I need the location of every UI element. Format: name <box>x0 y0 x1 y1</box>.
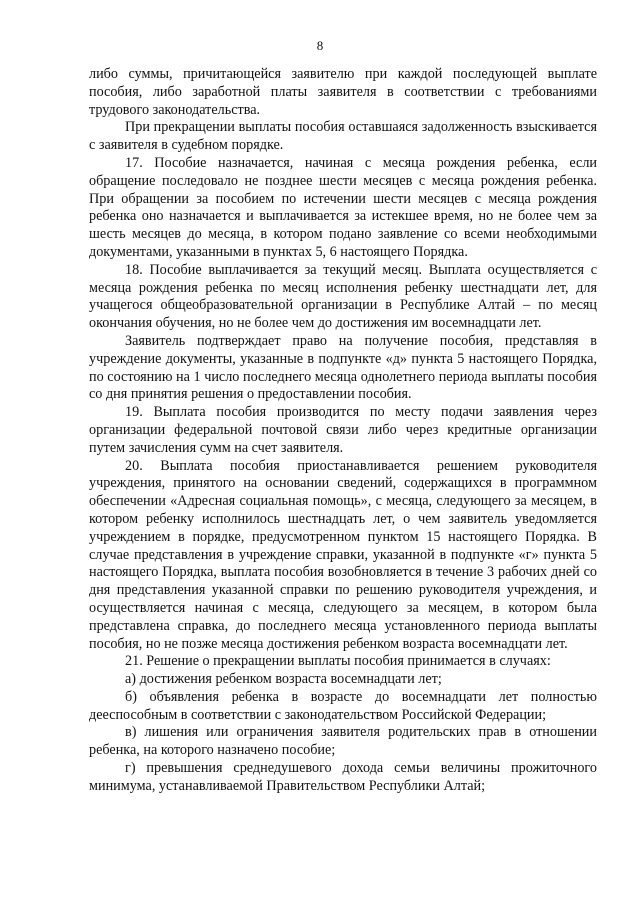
paragraph-continuation: либо суммы, причитающейся заявителю при каждой последующей выплате пособия, либо заработной платы заявителя в соответствии с требованиями трудового законодательства. <box>89 66 597 118</box>
paragraph-debt-recovery: При прекращении выплаты пособия оставшаяся задолженность взыскивается с заявителя в судебном порядке. <box>89 119 597 154</box>
list-item-v: в) лишения или ограничения заявителя родительских прав в отношении ребенка, на которого назначено пособие; <box>89 724 597 759</box>
list-item-b: б) объявления ребенка в возрасте до восемнадцати лет полностью дееспособным в соответствии с законодательством Российской Федерации; <box>89 688 597 723</box>
page-number: 8 <box>316 38 324 53</box>
list-item-a: а) достижения ребенком возраста восемнадцати лет; <box>125 671 442 688</box>
document-body <box>89 66 597 796</box>
paragraph-right-confirmation: Заявитель подтверждает право на получение пособия, представляя в учреждение документы, указанные в подпункте «д» пункта 5 настоящего Порядка, по состоянию на 1 число последнего месяца однолетнего периода выплаты пособия со дня принятия решения о предоставлении пособия. <box>89 332 597 403</box>
paragraph-clause-20: 20. Выплата пособия приостанавливается решением руководителя учреждения, принятого на основании сведений, содержащихся в программном обеспечении «Адресная социальная помощь», с месяца, следующего за месяцем, в котором ребенку исполнилось шестнадцать лет, о чем заявитель уведомляется учреждением в порядке, предусмотренном пунктом 15 настоящего Порядка. В случае представления в учреждение справки, указанной в подпункте «г» пункта 5 настоящего Порядка, выплата пособия возобновляется в течение 3 рабочих дней со дня представления указанной справки по решению руководителя учреждения, и осуществляется начиная с месяца, следующего за месяцем, в котором была представлена справка, до последнего месяца установленного периода выплаты пособия, но не позже месяца достижения ребенком возраста восемнадцати лет. <box>89 457 597 652</box>
paragraph-clause-21: 21. Решение о прекращении выплаты пособия принимается в случаях: <box>125 653 551 670</box>
paragraph-clause-17: 17. Пособие назначается, начиная с месяца рождения ребенка, если обращение последовало не позднее шести месяцев с месяца рождения ребенка. При обращении за пособием по истечении шести месяцев с месяца рождения ребенка оно назначается и выплачивается за истекшее время, но не более чем за шесть месяцев до месяца, в котором подано заявление со всеми необходимыми документами, указанными в пунктах 5, 6 настоящего Порядка. <box>89 154 597 260</box>
list-item-g: г) превышения среднедушевого дохода семьи величины прожиточного минимума, устанавливаемой Правительством Республики Алтай; <box>89 760 597 794</box>
paragraph-clause-18: 18. Пособие выплачивается за текущий месяц. Выплата осуществляется с месяца рождения ребенка по месяц исполнения ребенку шестнадцати лет, для учащегося общеобразовательной организации в Республике Алтай – по месяц окончания обучения, но не более чем до достижения им восемнадцати лет. <box>89 261 597 332</box>
paragraph-clause-19: 19. Выплата пособия производится по месту подачи заявления через организации федеральной почтовой связи либо через кредитные организации путем зачисления сумм на счет заявителя. <box>89 404 597 456</box>
